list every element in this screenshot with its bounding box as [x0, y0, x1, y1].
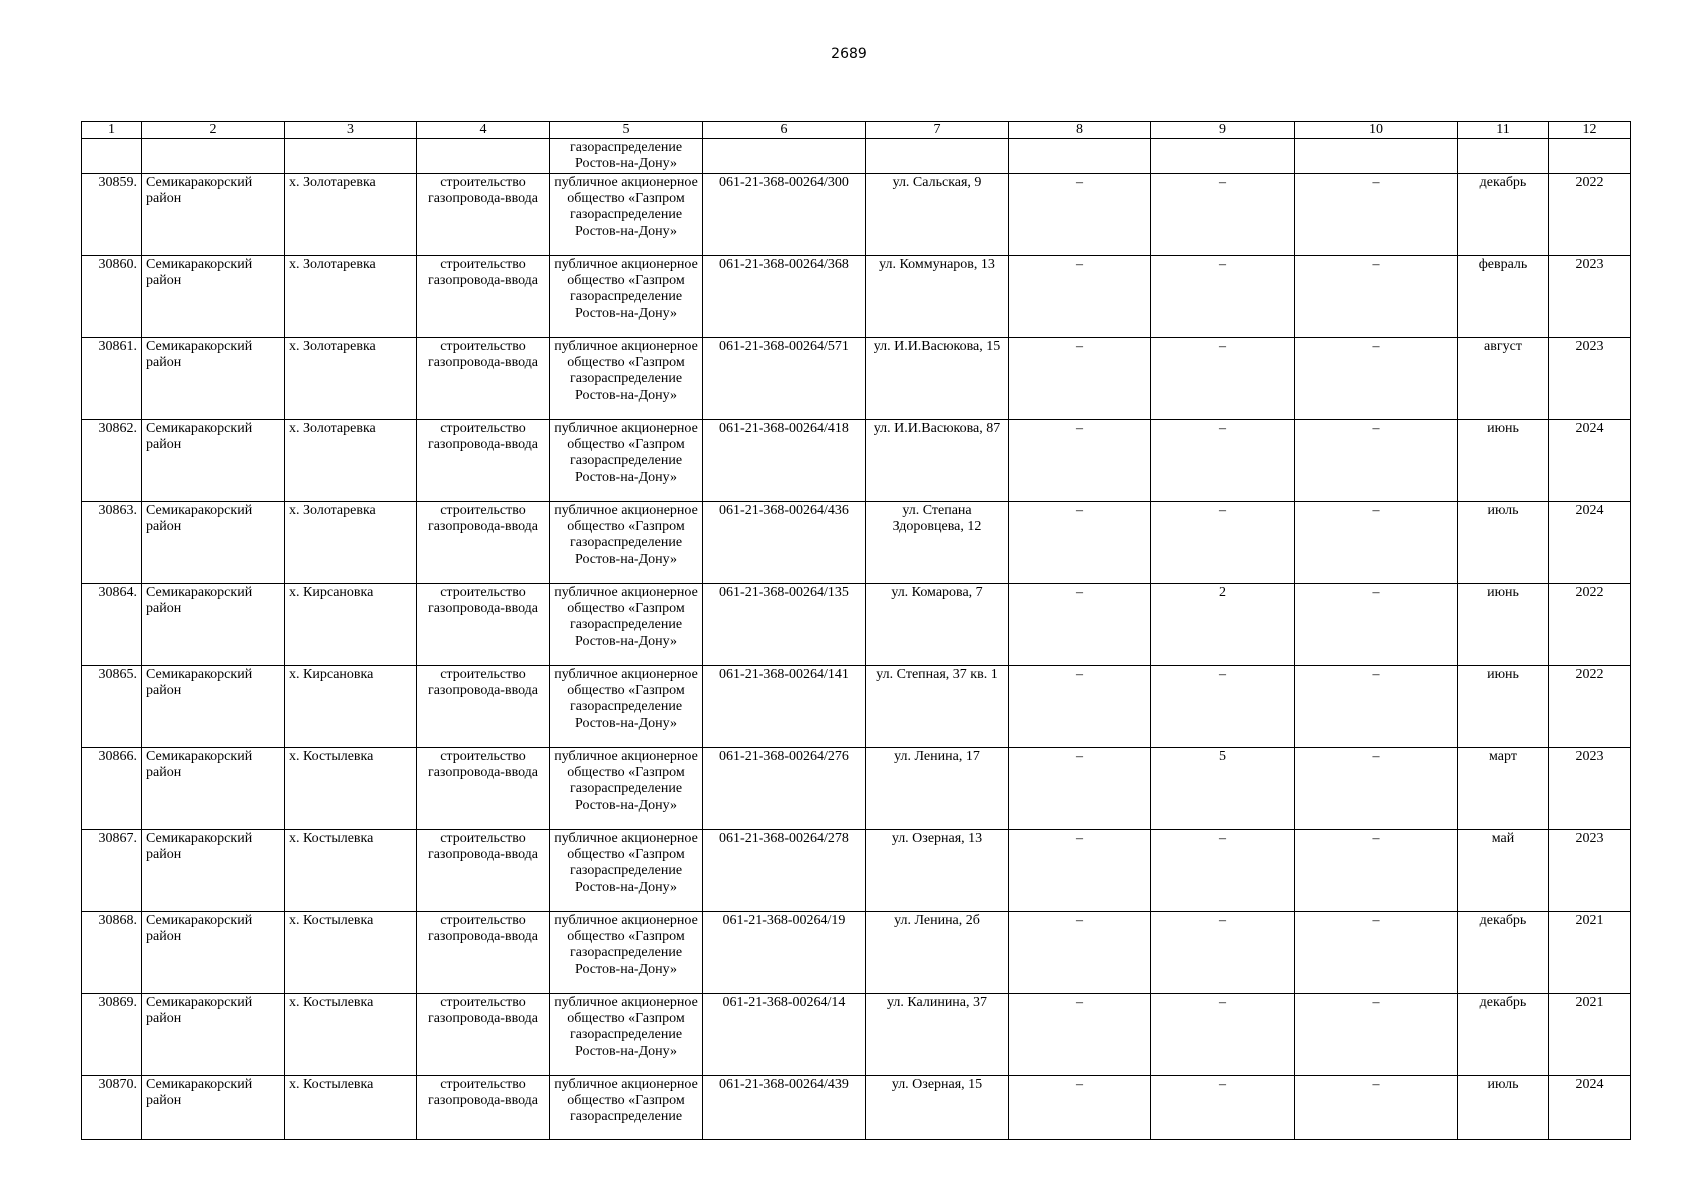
year-cell: 2024 [1549, 420, 1631, 502]
table-row [82, 502, 1631, 584]
col9-cell: – [1151, 666, 1295, 748]
column-header: 6 [703, 122, 866, 139]
col10-cell: – [1295, 666, 1458, 748]
col9-cell: – [1151, 830, 1295, 912]
row-number-cell: 30860. [82, 256, 142, 338]
col8-cell: – [1009, 420, 1151, 502]
month-cell: март [1458, 748, 1549, 830]
district-cell: Семикаракорский район [142, 666, 285, 748]
year-cell: 2024 [1549, 1076, 1631, 1140]
col9-cell: 2 [1151, 584, 1295, 666]
column-header: 11 [1458, 122, 1549, 139]
row-number-cell: 30867. [82, 830, 142, 912]
org-cell: публичное акционерное общество «Газпром газораспределение Ростов-на-Дону» [550, 666, 703, 748]
month-cell: июнь [1458, 420, 1549, 502]
column-header: 8 [1009, 122, 1151, 139]
month-cell: декабрь [1458, 174, 1549, 256]
code-cell: 061-21-368-00264/19 [703, 912, 866, 994]
code-cell: 061-21-368-00264/14 [703, 994, 866, 1076]
col10-cell: – [1295, 584, 1458, 666]
org-cell: публичное акционерное общество «Газпром газораспределение Ростов-на-Дону» [550, 338, 703, 420]
address-cell: ул. Коммунаров, 13 [866, 256, 1009, 338]
row-number-cell: 30861. [82, 338, 142, 420]
col8-cell: – [1009, 584, 1151, 666]
col10-cell: – [1295, 174, 1458, 256]
locality-cell: х. Золотаревка [285, 420, 417, 502]
locality-cell: х. Золотаревка [285, 338, 417, 420]
col9-cell: – [1151, 174, 1295, 256]
col8-cell: – [1009, 666, 1151, 748]
row-number-cell: 30863. [82, 502, 142, 584]
locality-cell: х. Золотаревка [285, 256, 417, 338]
locality-cell: х. Костылевка [285, 912, 417, 994]
year-cell: 2023 [1549, 830, 1631, 912]
col10-cell: – [1295, 748, 1458, 830]
work-type-cell: строительство газопровода-ввода [417, 256, 550, 338]
code-cell: 061-21-368-00264/278 [703, 830, 866, 912]
col9-cell: – [1151, 256, 1295, 338]
locality-cell: х. Кирсановка [285, 584, 417, 666]
code-cell: 061-21-368-00264/276 [703, 748, 866, 830]
address-cell: ул. Степана Здоровцева, 12 [866, 502, 1009, 584]
org-cell: публичное акционерное общество «Газпром газораспределение Ростов-на-Дону» [550, 748, 703, 830]
table-row [82, 748, 1631, 830]
col9-cell: – [1151, 338, 1295, 420]
locality-cell: х. Золотаревка [285, 174, 417, 256]
col10-cell: – [1295, 338, 1458, 420]
code-cell: 061-21-368-00264/141 [703, 666, 866, 748]
district-cell: Семикаракорский район [142, 420, 285, 502]
col8-cell: – [1009, 174, 1151, 256]
work-type-cell: строительство газопровода-ввода [417, 748, 550, 830]
work-type-cell: строительство газопровода-ввода [417, 1076, 550, 1140]
table-row [82, 256, 1631, 338]
locality-cell: х. Костылевка [285, 748, 417, 830]
col10-cell: – [1295, 256, 1458, 338]
code-cell: 061-21-368-00264/436 [703, 502, 866, 584]
address-cell: ул. Озерная, 13 [866, 830, 1009, 912]
col8-cell: – [1009, 748, 1151, 830]
district-cell: Семикаракорский район [142, 1076, 285, 1140]
table-row [82, 1076, 1631, 1140]
month-cell: декабрь [1458, 994, 1549, 1076]
district-cell: Семикаракорский район [142, 830, 285, 912]
code-cell: 061-21-368-00264/571 [703, 338, 866, 420]
continuation-row [82, 139, 1631, 174]
col9-cell: – [1151, 502, 1295, 584]
work-type-cell: строительство газопровода-ввода [417, 912, 550, 994]
district-cell: Семикаракорский район [142, 994, 285, 1076]
col9-cell: – [1151, 994, 1295, 1076]
locality-cell: х. Золотаревка [285, 502, 417, 584]
district-cell: Семикаракорский район [142, 174, 285, 256]
row-number-cell: 30870. [82, 1076, 142, 1140]
row-number-cell: 30864. [82, 584, 142, 666]
code-cell: 061-21-368-00264/439 [703, 1076, 866, 1140]
column-header: 1 [82, 122, 142, 139]
work-type-cell: строительство газопровода-ввода [417, 994, 550, 1076]
address-cell: ул. Степная, 37 кв. 1 [866, 666, 1009, 748]
org-cell: публичное акционерное общество «Газпром газораспределение Ростов-на-Дону» [550, 502, 703, 584]
column-header: 7 [866, 122, 1009, 139]
col8-cell: – [1009, 1076, 1151, 1140]
col9-cell: – [1151, 1076, 1295, 1140]
org-cell: газораспределение Ростов-на-Дону» [550, 139, 703, 174]
locality-cell: х. Костылевка [285, 830, 417, 912]
month-cell: май [1458, 830, 1549, 912]
code-cell: 061-21-368-00264/418 [703, 420, 866, 502]
code-cell: 061-21-368-00264/300 [703, 174, 866, 256]
col8-cell: – [1009, 256, 1151, 338]
column-header: 9 [1151, 122, 1295, 139]
district-cell: Семикаракорский район [142, 912, 285, 994]
org-cell: публичное акционерное общество «Газпром газораспределение Ростов-на-Дону» [550, 994, 703, 1076]
row-number-cell: 30862. [82, 420, 142, 502]
org-cell: публичное акционерное общество «Газпром газораспределение Ростов-на-Дону» [550, 420, 703, 502]
code-cell: 061-21-368-00264/368 [703, 256, 866, 338]
col10-cell: – [1295, 912, 1458, 994]
address-cell: ул. Ленина, 2б [866, 912, 1009, 994]
col10-cell: – [1295, 420, 1458, 502]
locality-cell: х. Костылевка [285, 994, 417, 1076]
address-cell: ул. Озерная, 15 [866, 1076, 1009, 1140]
district-cell: Семикаракорский район [142, 256, 285, 338]
org-cell: публичное акционерное общество «Газпром газораспределение [550, 1076, 703, 1140]
table-row [82, 912, 1631, 994]
org-cell: публичное акционерное общество «Газпром газораспределение Ростов-на-Дону» [550, 256, 703, 338]
col8-cell: – [1009, 994, 1151, 1076]
org-cell: публичное акционерное общество «Газпром газораспределение Ростов-на-Дону» [550, 174, 703, 256]
month-cell: август [1458, 338, 1549, 420]
org-cell: публичное акционерное общество «Газпром газораспределение Ростов-на-Дону» [550, 912, 703, 994]
address-cell: ул. И.И.Васюкова, 87 [866, 420, 1009, 502]
work-type-cell: строительство газопровода-ввода [417, 174, 550, 256]
row-number-cell: 30868. [82, 912, 142, 994]
column-header: 10 [1295, 122, 1458, 139]
table-row [82, 666, 1631, 748]
col9-cell: – [1151, 912, 1295, 994]
work-type-cell: строительство газопровода-ввода [417, 338, 550, 420]
year-cell: 2024 [1549, 502, 1631, 584]
year-cell: 2022 [1549, 666, 1631, 748]
column-header: 3 [285, 122, 417, 139]
col9-cell: 5 [1151, 748, 1295, 830]
code-cell: 061-21-368-00264/135 [703, 584, 866, 666]
address-cell: ул. Сальская, 9 [866, 174, 1009, 256]
month-cell: декабрь [1458, 912, 1549, 994]
col8-cell: – [1009, 502, 1151, 584]
year-cell: 2021 [1549, 912, 1631, 994]
col10-cell: – [1295, 830, 1458, 912]
row-number-cell: 30866. [82, 748, 142, 830]
org-cell: публичное акционерное общество «Газпром газораспределение Ростов-на-Дону» [550, 830, 703, 912]
col8-cell: – [1009, 338, 1151, 420]
table-row [82, 420, 1631, 502]
column-header: 12 [1549, 122, 1631, 139]
column-header: 5 [550, 122, 703, 139]
table-row [82, 338, 1631, 420]
month-cell: июль [1458, 502, 1549, 584]
table-row [82, 830, 1631, 912]
address-cell: ул. Ленина, 17 [866, 748, 1009, 830]
table-row [82, 584, 1631, 666]
work-type-cell: строительство газопровода-ввода [417, 420, 550, 502]
locality-cell: х. Костылевка [285, 1076, 417, 1140]
work-type-cell: строительство газопровода-ввода [417, 666, 550, 748]
district-cell: Семикаракорский район [142, 748, 285, 830]
col8-cell: – [1009, 830, 1151, 912]
month-cell: июнь [1458, 666, 1549, 748]
district-cell: Семикаракорский район [142, 338, 285, 420]
year-cell: 2023 [1549, 748, 1631, 830]
month-cell: февраль [1458, 256, 1549, 338]
table-row [82, 994, 1631, 1076]
col10-cell: – [1295, 994, 1458, 1076]
year-cell: 2022 [1549, 584, 1631, 666]
year-cell: 2021 [1549, 994, 1631, 1076]
col8-cell: – [1009, 912, 1151, 994]
page-number: 2689 [831, 46, 867, 62]
org-cell: публичное акционерное общество «Газпром газораспределение Ростов-на-Дону» [550, 584, 703, 666]
col10-cell: – [1295, 502, 1458, 584]
year-cell: 2023 [1549, 256, 1631, 338]
work-type-cell: строительство газопровода-ввода [417, 502, 550, 584]
table-row [82, 174, 1631, 256]
month-cell: июль [1458, 1076, 1549, 1140]
locality-cell: х. Кирсановка [285, 666, 417, 748]
year-cell: 2023 [1549, 338, 1631, 420]
work-type-cell: строительство газопровода-ввода [417, 584, 550, 666]
table-body [82, 122, 1631, 1140]
year-cell: 2022 [1549, 174, 1631, 256]
header-row [82, 122, 1631, 139]
column-header: 4 [417, 122, 550, 139]
row-number-cell: 30865. [82, 666, 142, 748]
address-cell: ул. Комарова, 7 [866, 584, 1009, 666]
column-header: 2 [142, 122, 285, 139]
month-cell: июнь [1458, 584, 1549, 666]
row-number-cell: 30869. [82, 994, 142, 1076]
register-table [81, 121, 1631, 1140]
address-cell: ул. И.И.Васюкова, 15 [866, 338, 1009, 420]
col10-cell: – [1295, 1076, 1458, 1140]
work-type-cell: строительство газопровода-ввода [417, 830, 550, 912]
address-cell: ул. Калинина, 37 [866, 994, 1009, 1076]
district-cell: Семикаракорский район [142, 584, 285, 666]
district-cell: Семикаракорский район [142, 502, 285, 584]
row-number-cell: 30859. [82, 174, 142, 256]
col9-cell: – [1151, 420, 1295, 502]
